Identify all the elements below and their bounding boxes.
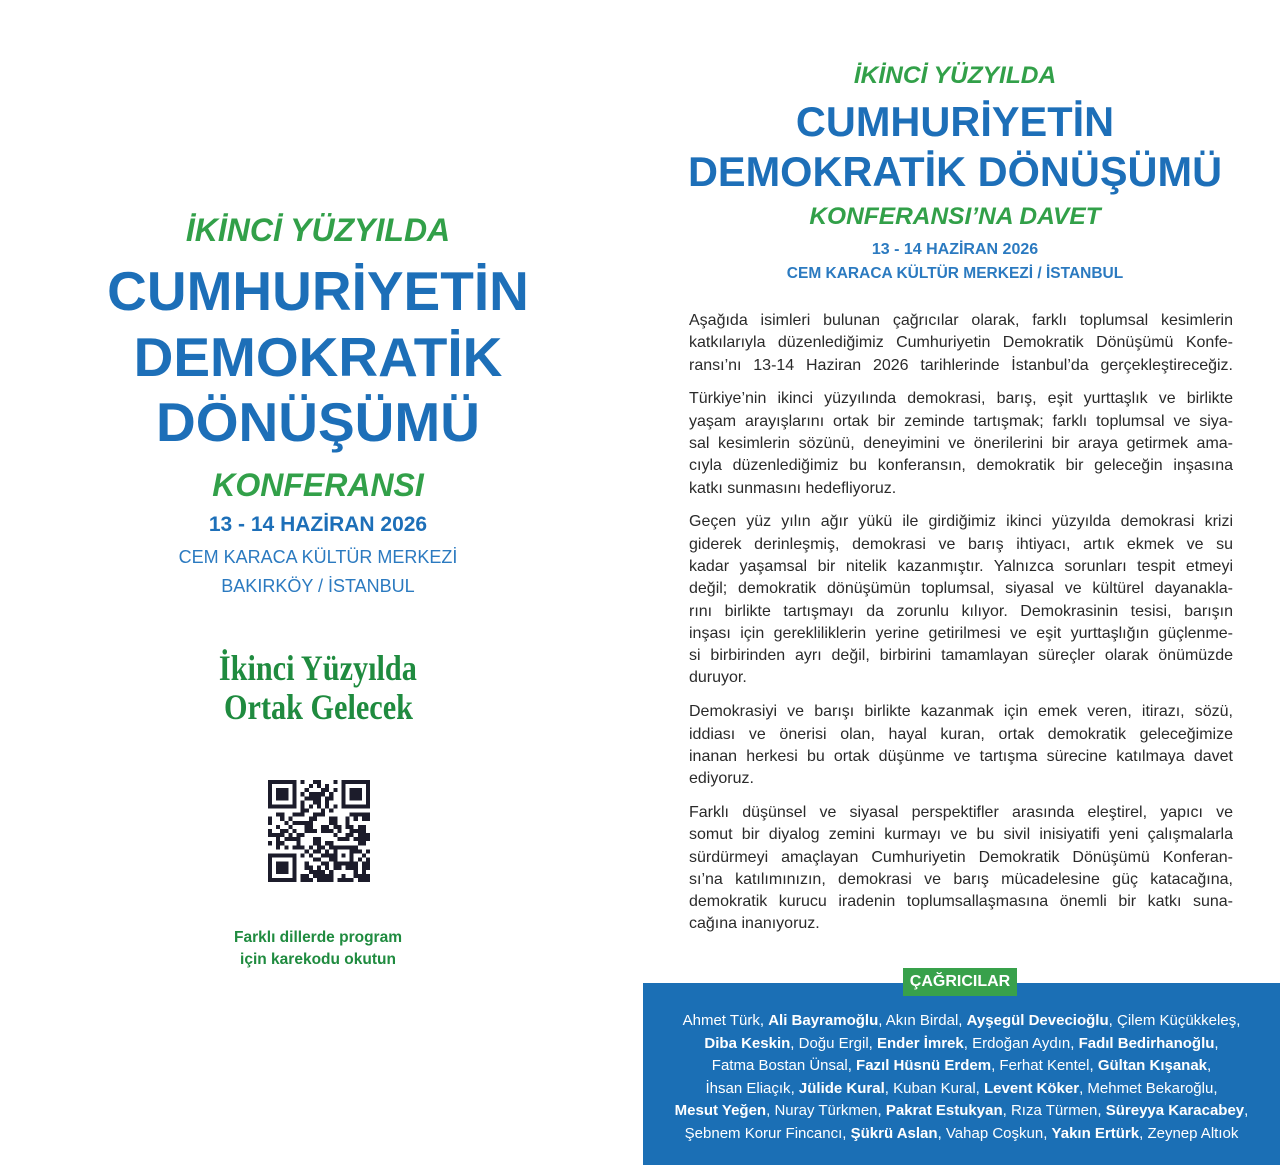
letter-line: cağına inanıyoruz. (689, 915, 820, 933)
caller-separator: , (790, 1079, 799, 1097)
letter-line: yaşam arayışlarını ortak bir zeminde tartışmak; farklı toplumsal ve siya- (689, 412, 1233, 430)
caller-separator: , (790, 1034, 799, 1052)
cover-slogan-line (0, 687, 636, 727)
caller-name: Yakın Ertürk (1051, 1124, 1140, 1142)
letter-paragraph (689, 701, 1233, 790)
caller-name: Diba Keskin (704, 1034, 791, 1052)
slogan-text: Ortak Gelecek (223, 687, 413, 727)
letter-line: Geçen yüz yılın ağır yükü ile girdiğimiz ikinci yüzyılda demokrasi krizi (689, 513, 1233, 531)
cover-title-line: DEMOKRATİK (133, 326, 503, 388)
callers-line (643, 1033, 1280, 1056)
letter-line: Demokrasiyi ve barışı birlikte kazanmak için emek veren, itirazı, sözü, (689, 703, 1233, 721)
letter-line: ransı’nı 13-14 Haziran 2026 tarihlerinde İstanbul’da gerçekleştireceğiz. (689, 356, 1233, 374)
letter-line: değil; demokratik dönüşümün toplumsal, siyasal ve kültürel dayanakla- (689, 580, 1233, 598)
letter-line: ediyoruz. (689, 770, 754, 788)
caller-separator: , (1079, 1079, 1088, 1097)
caller-separator: , (1139, 1124, 1148, 1142)
caller-separator: , (937, 1124, 946, 1142)
caller-name: Rıza Türmen (1010, 1102, 1098, 1120)
cover-kicker: İKİNCİ YÜZYILDA (185, 212, 451, 248)
letter-line: si birbirinden ayrı değil, birbirini tamamlayan süreçler olarak önümüzde (689, 647, 1233, 665)
cover-title-line: CUMHURİYETİN (107, 260, 529, 322)
caller-separator: , (1043, 1124, 1052, 1142)
letter-line: cıyla düzenlediğimiz bu konferansın, demokratik bir geleceğin inşasına (689, 457, 1233, 475)
callers-list (643, 1010, 1280, 1146)
callers-heading: ÇAĞRICILAR (903, 968, 1017, 996)
letter-line: Türkiye’nin ikinci yüzyılında demokrasi, barış, eşit yurttaşlık ve birlikte (689, 390, 1233, 408)
caller-name: Şükrü Aslan (850, 1124, 938, 1142)
cover-date: 13 - 14 HAZİRAN 2026 (208, 513, 428, 536)
caller-separator: , (878, 1012, 886, 1029)
caller-name: Kuban Kural (893, 1079, 976, 1097)
letter-line: kadar yaşamsal bir nitelik kazanmıştır. Yalnızca sorunları tespit etmeyi (689, 557, 1233, 575)
cover-title-line: DÖNÜŞÜMÜ (156, 391, 480, 453)
caller-name: Fazıl Hüsnü Erdem (856, 1057, 992, 1075)
caller-separator: , (759, 1012, 769, 1029)
letter-line: sı’na katılımınızın, demokrasi ve barış mücadelesine güç katacağına, (689, 870, 1233, 888)
caller-separator: , (991, 1057, 1000, 1075)
caller-name: Süreyya Karacabey (1105, 1102, 1245, 1120)
caller-separator: , (963, 1034, 973, 1052)
letter-paragraph (689, 310, 1233, 377)
letter-line: inanan herkesi bu ortak düşünme ve tartışma sürecine katılmaya davet (689, 747, 1233, 765)
letter-line: rını birlikte tartışmayı da zorunlu kılıyor. Demokrasinin tesisi, barışın (689, 602, 1233, 620)
callers-line (643, 1010, 1280, 1033)
cover-venue-line: CEM KARACA KÜLTÜR MERKEZİ (178, 547, 458, 567)
letter-line: Aşağıda isimleri bulunan çağrıcılar olarak, farklı toplumsal kesimlerin (689, 312, 1233, 329)
letter-line: demokratik kurucu iradenin toplumsallaşmasına önemli bir katkı suna- (689, 893, 1233, 911)
caller-name: Mehmet Bekaroğlu (1087, 1079, 1214, 1097)
callers-line (643, 1055, 1280, 1078)
slogan-text: İkinci Yüzyılda (218, 648, 418, 688)
invitation-venue: CEM KARACA KÜLTÜR MERKEZİ / İSTANBUL (786, 265, 1124, 282)
caller-name: Zeynep Altıok (1147, 1124, 1239, 1142)
caller-name: Ender İmrek (877, 1034, 964, 1052)
qr-caption-line: Farklı dillerde program (234, 929, 402, 946)
callers-line (643, 1123, 1280, 1146)
callers-line (643, 1078, 1280, 1101)
letter-line: giderek derinleşmiş, demokrasi ve barış ihtiyacı, artık ekmek ve su (689, 535, 1233, 553)
caller-name: Levent Köker (984, 1079, 1080, 1097)
caller-name: Mesut Yeğen (674, 1102, 767, 1120)
letter-line: iddiası ve önerisi olan, hayal kuran, ortak demokratik geleceğimize (689, 725, 1233, 743)
caller-name: Akın Birdal (885, 1012, 959, 1029)
caller-separator: , (868, 1034, 878, 1052)
caller-separator: , (847, 1057, 857, 1075)
caller-separator: , (1244, 1102, 1249, 1120)
caller-name: Jülide Kural (798, 1079, 885, 1097)
caller-name: İhsan Eliaçık (705, 1079, 791, 1097)
caller-separator: , (877, 1102, 886, 1120)
caller-name: Ahmet Türk (682, 1012, 760, 1029)
letter-paragraph (689, 511, 1233, 689)
caller-name: Doğu Ergil (798, 1034, 869, 1052)
caller-name: Vahap Coşkun (945, 1124, 1044, 1142)
caller-separator: , (884, 1079, 894, 1097)
caller-name: Ali Bayramoğlu (768, 1012, 879, 1029)
letter-line: sal kesimlerin sözünü, deneyimini ve önerilerini bir araya getirmek ama- (689, 434, 1233, 452)
letter-paragraph (689, 388, 1233, 499)
letter-line: katkı sunmasını hedefliyoruz. (689, 479, 897, 497)
caller-separator: , (1089, 1057, 1098, 1075)
invitation-subtitle: KONFERANSI’NA DAVET (809, 203, 1101, 230)
qr-caption-line: için karekodu okutun (240, 951, 396, 968)
caller-name: Gültan Kışanak (1097, 1057, 1208, 1075)
caller-name: Ayşegül Devecioğlu (966, 1012, 1109, 1029)
caller-separator: , (1070, 1034, 1079, 1052)
caller-separator: , (1108, 1012, 1117, 1029)
letter-line: sürdürmeyi amaçlayan Cumhuriyetin Demokratik Dönüşümü Konferan- (689, 848, 1233, 866)
caller-name: Ferhat Kentel (999, 1057, 1090, 1075)
caller-name: Pakrat Estukyan (885, 1102, 1003, 1120)
caller-name: Şebnem Korur Fincancı (684, 1124, 843, 1142)
cover-subtitle: KONFERANSI (212, 467, 424, 503)
caller-name: Erdoğan Aydın (972, 1034, 1071, 1052)
invitation-date: 13 - 14 HAZİRAN 2026 (871, 241, 1039, 258)
caller-separator: , (1207, 1057, 1212, 1075)
caller-separator: , (1214, 1034, 1219, 1052)
caller-separator: , (1002, 1102, 1011, 1120)
caller-separator: , (1213, 1079, 1218, 1097)
caller-name: Nuray Türkmen (774, 1102, 878, 1120)
letter-paragraph (689, 802, 1233, 936)
caller-separator: , (1236, 1012, 1241, 1029)
caller-name: Fadıl Bedirhanoğlu (1078, 1034, 1215, 1052)
caller-separator: , (766, 1102, 775, 1120)
letter-line: duruyor. (689, 669, 747, 687)
invitation-letter (689, 310, 1233, 947)
letter-line: somut bir diyalog zemini kurmayı ve bu sivil inisiyatifi yeni çalışmalarla (689, 826, 1233, 844)
caller-name: Çilem Küçükkeleş (1116, 1012, 1237, 1029)
cover-slogan-line (0, 648, 636, 688)
letter-line: katkılarıyla düzenlediğimiz Cumhuriyetin Demokratik Dönüşümü Konfe- (689, 334, 1233, 352)
caller-separator: , (975, 1079, 985, 1097)
invitation-title-line: DEMOKRATİK DÖNÜŞÜMÜ (687, 148, 1223, 195)
caller-separator: , (1097, 1102, 1106, 1120)
qr-code (268, 780, 370, 882)
cover-venue-line: BAKIRKÖY / İSTANBUL (221, 576, 415, 596)
invitation-kicker: İKİNCİ YÜZYILDA (853, 62, 1057, 89)
letter-line: Farklı düşünsel ve siyasal perspektifler arasında eleştirel, yapıcı ve (689, 803, 1233, 821)
invitation-title-line: CUMHURİYETİN (795, 98, 1115, 145)
callers-line (643, 1100, 1280, 1123)
letter-line: inşası için gerekliliklerin yerine getirilmesi ve eşit yurttaşlığın güçlenme- (689, 624, 1233, 642)
caller-separator: , (842, 1124, 851, 1142)
caller-name: Fatma Bostan Ünsal (711, 1057, 848, 1075)
caller-separator: , (958, 1012, 967, 1029)
